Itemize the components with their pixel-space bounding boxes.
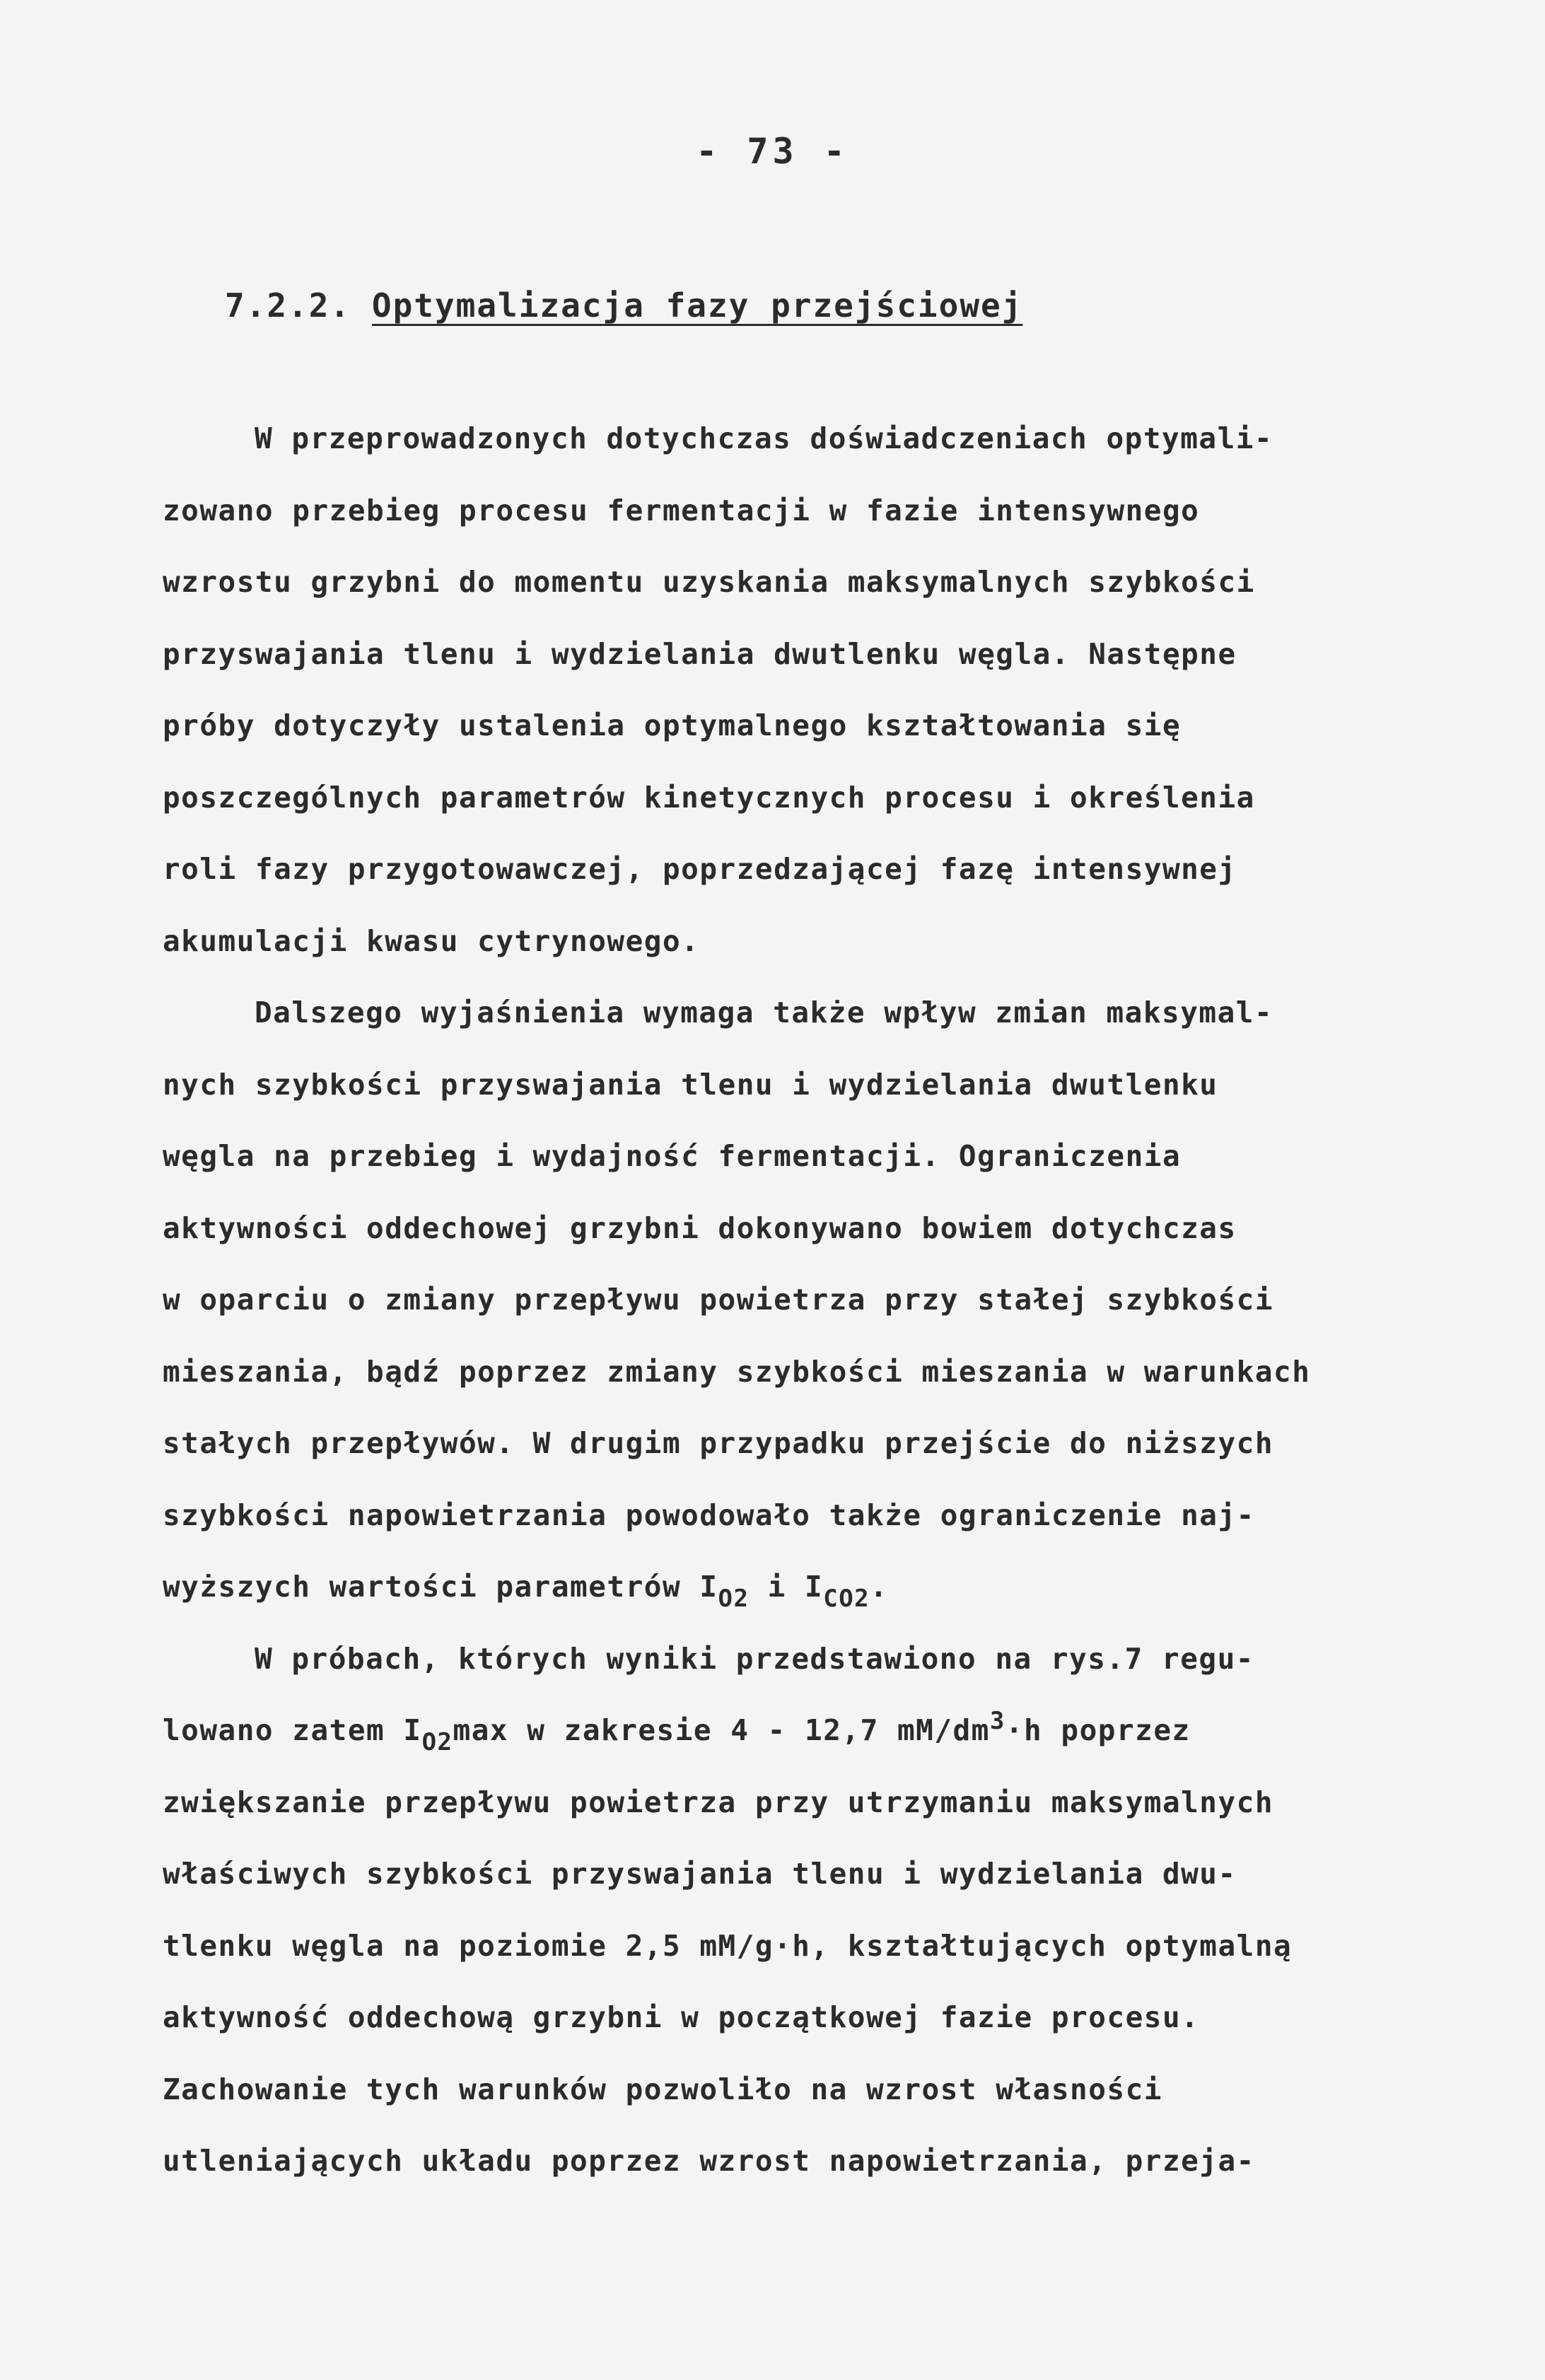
paragraph-2-line: węgla na przebieg i wydajność fermentacji. Ograniczenia — [163, 1139, 1182, 1173]
subscript-o2: O2 — [718, 1585, 750, 1613]
paragraph-1-line: poszczególnych parametrów kinetycznych procesu i określenia — [163, 780, 1255, 815]
paragraph-1-line: roli fazy przygotowawczej, poprzedzającej fazę intensywnej — [163, 852, 1237, 886]
paragraph-1-line: akumulacji kwasu cytrynowego. — [163, 923, 700, 958]
paragraph-2-line: nych szybkości przyswajania tlenu i wydzielania dwutlenku — [163, 1067, 1218, 1102]
paragraph-2-line: Dalszego wyjaśnienia wymaga także wpływ zmian maksymal- — [255, 996, 1273, 1029]
paragraph-3-line: zwiększanie przepływu powietrza przy utrzymaniu maksymalnych — [163, 1785, 1274, 1819]
paragraph-3-line: W próbach, których wyniki przedstawiono na rys.7 regu- — [255, 1641, 1254, 1676]
page-number: - 73 - — [696, 131, 849, 172]
paragraph-3-line: Zachowanie tych warunków pozwoliło na wzrost własności — [163, 2072, 1162, 2106]
paragraph-2-line: stałych przepływów. W drugim przypadku przejście do niższych — [163, 1426, 1274, 1460]
paragraph-3-line: właściwych szybkości przyswajania tlenu i wydzielania dwu- — [163, 1857, 1237, 1891]
subscript-co2: CO2 — [823, 1585, 870, 1613]
paragraph-1-line: próby dotyczyły ustalenia optymalnego kształtowania się — [163, 708, 1182, 742]
paragraph-1-line: przyswajania tlenu i wydzielania dwutlenku węgla. Następne — [163, 636, 1237, 671]
paragraph-2-line: aktywności oddechowej grzybni dokonywano bowiem dotychczas — [163, 1211, 1237, 1245]
paragraph-1-line: W przeprowadzonych dotychczas doświadczeniach optymali- — [255, 421, 1273, 455]
paragraph-2-line — [163, 1551, 1492, 1623]
text-fragment: ·h poprzez — [1005, 1713, 1191, 1747]
subscript-o2: O2 — [421, 1728, 453, 1756]
text-fragment: . — [870, 1570, 889, 1604]
text-fragment: lowano zatem I — [163, 1713, 422, 1747]
text-fragment: max w zakresie 4 - 12,7 mM/dm — [453, 1713, 990, 1747]
paragraph-3-line: tlenku węgla na poziomie 2,5 mM/g·h, kształtujących optymalną — [163, 1928, 1293, 1963]
text-fragment: i I — [749, 1570, 824, 1604]
paragraph-2-line: szybkości napowietrzania powodowało także ograniczenie naj- — [163, 1498, 1255, 1532]
paragraph-2-line: mieszania, bądź poprzez zmiany szybkości mieszania w warunkach — [163, 1354, 1311, 1389]
paragraph-1-line: wzrostu grzybni do momentu uzyskania maksymalnych szybkości — [163, 565, 1255, 599]
paragraph-3-line: aktywność oddechową grzybni w początkowej fazie procesu. — [163, 2000, 1200, 2034]
paragraph-1-line: zowano przebieg procesu fermentacji w fazie intensywnego — [163, 493, 1200, 527]
section-number: 7.2.2. — [225, 286, 351, 325]
superscript-3: 3 — [989, 1707, 1005, 1735]
paragraph-3-line — [163, 1695, 1492, 1767]
section-heading — [225, 286, 1022, 325]
text-fragment: wyższych wartości parametrów I — [163, 1570, 718, 1604]
section-title: Optymalizacja fazy przejściowej — [371, 286, 1023, 325]
body-text — [163, 403, 1492, 2198]
paragraph-3-line: utleniających układu poprzez wzrost napowietrzania, przeja- — [163, 2144, 1255, 2178]
paragraph-2-line: w oparciu o zmiany przepływu powietrza przy stałej szybkości — [163, 1283, 1274, 1317]
